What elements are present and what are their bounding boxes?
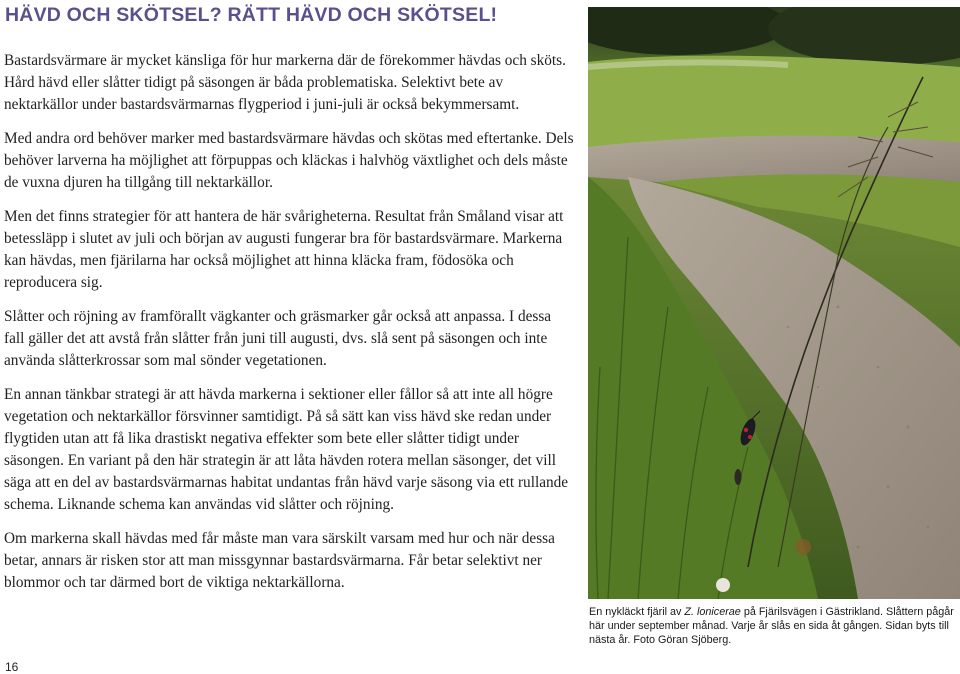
page-heading: HÄVD OCH SKÖTSEL? RÄTT HÄVD OCH SKÖTSEL! — [5, 4, 498, 26]
moth-photo — [588, 7, 960, 599]
paragraph-1: Bastardsvärmare är mycket känsliga för hur markerna där de förekommer hävdas och sköts. Hård hävd eller slåtter tidigt på säsongen är båda problematiska. Selektivt bete av nektarkällor under bastardsvärmarnas flygperiod i juni-juli är också bekymmersamt. — [4, 52, 566, 113]
caption-pre: En nykläckt fjäril av — [589, 606, 685, 618]
paragraph-6: Om markerna skall hävdas med får måste man vara särskilt varsam med hur och när dessa betar, annars är risken stor att man missgynnar bastardsvärmarna. Får betar selektivt ner blommor och tar därmed bort de viktiga nektarkällorna. — [4, 530, 555, 591]
article-body — [4, 50, 574, 606]
paragraph-2: Med andra ord behöver marker med bastardsvärmare hävdas och skötas med eftertanke. Dels behöver larverna ha möjlighet att förpuppas och kläckas i halvhög växtlighet och dels måste de vuxna djuren ha tillgång till nektarkällor. — [4, 130, 574, 191]
page-number: 16 — [5, 660, 19, 674]
paragraph-4: Slåtter och röjning av framförallt vägkanter och gräsmarker går också att anpassa. I dessa fall gäller det att avstå från slåtter från juni till augusti, dvs. slå sent på säsongen och inte använda slåtterkrossar som mal sönder vegetationen. — [4, 308, 552, 369]
caption-species: Z. lonicerae — [684, 606, 741, 618]
photo-caption — [589, 605, 955, 647]
paragraph-5: En annan tänkbar strategi är att hävda markerna i sektioner eller fållor så att inte all högre vegetation och nektarkällor försvinner samtidigt. På så sätt kan viss hävd ske redan under flygtiden utan att få lika drastiskt negativa effekter som bete eller slåtter tidigt under säsongen. En variant på den här strategin är att låta hävden rotera mellan säsonger, det vill säga att en del av bastardsvärmarnas habitat undantas från hävd varje säsong via ett rullande schema. Liknande schema kan användas vid slåtter och röjning. — [4, 386, 569, 513]
paragraph-3: Men det finns strategier för att hantera de här svårigheterna. Resultat från Småland visar att betessläpp i slutet av juli och början av augusti fungerar bra för bastardsvärmare. Markerna kan hävdas, men fjärilarna har också möjlighet att hinna kläcka fram, födosöka och reproducera sig. — [4, 208, 564, 291]
caption-post: på Fjärilsvägen i Gästrikland. Slåttern pågår här under september månad. Varje år slås en sida åt gången. Sidan byts till nästa år. Foto Göran Sjöberg. — [589, 606, 954, 646]
